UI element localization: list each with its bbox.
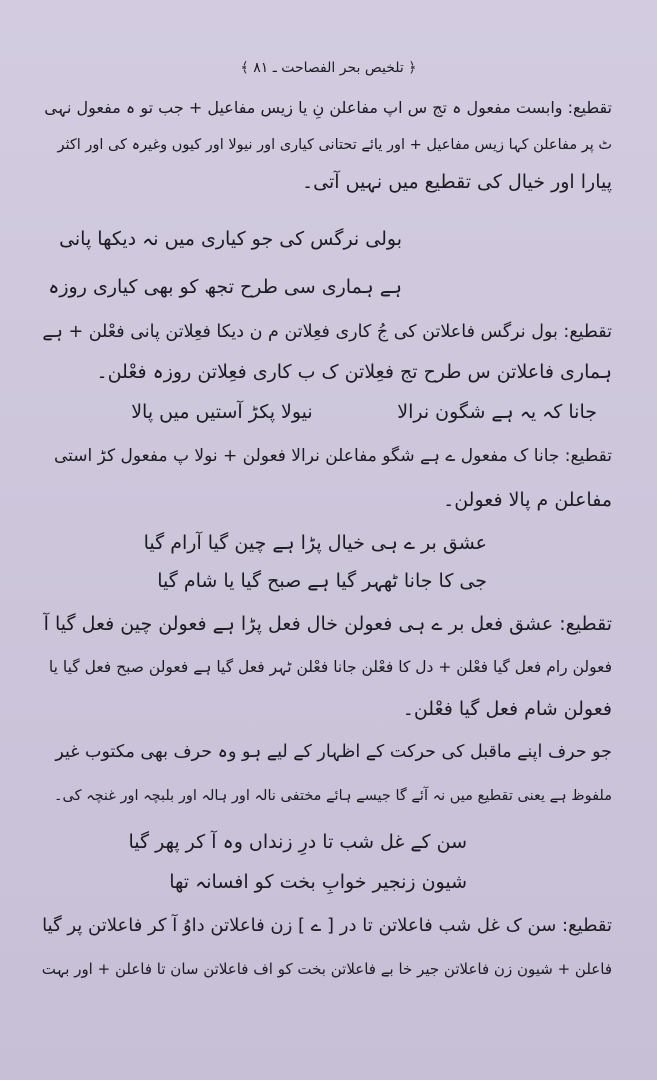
- verse-line-2: ہے ہماری سی طرح تجھ کو بھی کیاری روزہ: [48, 276, 402, 298]
- text-line-3: پیارا اور خیال کی تقطیع میں نہیں آتی۔: [302, 171, 612, 193]
- text-line-13: تقطیع: سن ک غل شب فاعلاتن تا در [ ے ] زن فاعلاتن داوُ آ کر فاعلاتن پر گیا: [42, 915, 612, 936]
- page-header: ﴿ تلخیص بحر الفصاحت ـ ۸۱ ﴾: [240, 60, 417, 76]
- verse-line-7: شیون زنجیر خوابِ بخت کو افسانہ تھا: [169, 871, 467, 893]
- text-line-10: فعولن شام فعل گیا فعْلن۔: [402, 698, 612, 720]
- text-line-12: ملفوظ ہے یعنی تقطیع میں نہ آئے گا جیسے ہائے مختفی نالہ اور ہالہ اور بلبچہ اور غنچہ کی۔: [53, 788, 612, 804]
- verse-line-4: عشق بر ے ہی خیال پڑا ہے چین گیا آرام گیا: [143, 532, 487, 554]
- text-line-8: تقطیع: عشق فعل بر ے ہی فعولن خال فعل پڑا ہے فعولن چین فعل گیا آ: [43, 613, 612, 635]
- text-line-7: مفاعلن م پالا فعولن۔: [443, 489, 612, 511]
- text-line-11: جو حرف اپنے ماقبل کی حرکت کے اظہار کے لیے ہو وہ حرف بھی مکتوب غیر: [55, 742, 612, 762]
- text-line-6: تقطیع: جانا ک مفعول ے ہے شگو مفاعلن نرالا فعولن + نولا پ مفعول کڑ استی: [54, 446, 612, 466]
- text-line-9: فعولن رام فعل گیا فعْلن + دل کا فعْلن جانا فعْلن ٹہر فعل گیا ہے فعولن صبح فعل گیا یا: [48, 658, 612, 676]
- verse-line-5: جی کا جانا ٹھہر گیا ہے صبح گیا یا شام گیا: [157, 570, 487, 592]
- text-line-14: فاعلن + شیون زن فاعلاتن جیر خا بے فاعلاتن بخت کو اف فاعلاتن سان تا فاعلن + اور بہت: [41, 960, 612, 978]
- text-line-2: ٹ پر مفاعلن کہا زیس مفاعیل + اور یائے تحتانی کیاری اور نیولا اور کیوں وغیرہ کی اور اکثر: [57, 137, 612, 153]
- text-line-5: ہماری فاعلاتن س طرح تج فعِلاتن ک ب کاری فعِلاتن روزہ فعْلن۔: [96, 361, 612, 383]
- verse-line-6: سن کے غل شب تا درِ زنداں وہ آ کر پھر گیا: [128, 831, 467, 853]
- text-line-1: تقطیع: وابست مفعول ہ تج س اپ مفاعلن نِ یا زیس مفاعیل + جب تو ہ مفعول نہی: [44, 98, 612, 117]
- verse-line-1: بولی نرگس کی جو کیاری میں نہ دیکھا پانی: [59, 228, 402, 250]
- text-line-4: تقطیع: بول نرگس فاعلاتن کی جُ کاری فعِلاتن م ن دیکا فعِلاتن پانی فعْلن + ہے: [42, 322, 612, 342]
- verse-line-3: جانا کہ یہ ہے شگون نرالا نیولا پکڑ آستیں میں پالا: [131, 401, 597, 423]
